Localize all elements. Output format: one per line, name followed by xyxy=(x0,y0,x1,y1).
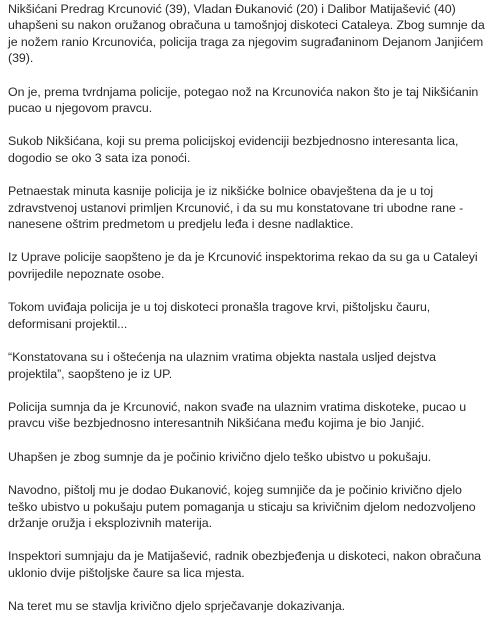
paragraph-security-guard: Inspektori sumnjaju da je Matijašević, radnik obezbjeđenja u diskoteci, nakon obračuna uklonio dvije pištoljske čaure sa lica mjesta. xyxy=(8,549,482,580)
paragraph-hospital: Petnaestak minuta kasnije policija je iz nikšićke bolnice obavještena da je u toj zdravstvenoj ustanovi primljen Krcunović, i da su mu konstatovane tri ubodne rane - nanesene oštrim predmetom u predjelu leđa i desne nadlaktice. xyxy=(8,184,464,232)
article-body xyxy=(8,1,494,632)
paragraph-suspicion: Policija sumnja da je Krcunović, nakon svađe na ulaznim vratima diskoteke, pucao u pravcu više bezbjednosno interesantnih Nikšićana među kojima je bio Janjić. xyxy=(8,399,467,431)
paragraph-police-statement: Iz Uprave policije saopšteno je da je Krcunović inspektorima rekao da su ga u Cataleyi povrijedile nepoznate osobe. xyxy=(8,250,478,281)
paragraph-final-charge: Na teret mu se stavlja krivično djelo sprječavanje dokazivanja. xyxy=(8,599,346,614)
paragraph-knife: On je, prema tvrdnjama policije, potegao nož na Krcunovića nakon što je taj Nikšićanin pucao u njegovom pravcu. xyxy=(8,84,479,116)
paragraph-charge: Uhapšen je zbog sumnje da je počinio krivično djelo teško ubistvo u pokušaju. xyxy=(8,449,432,464)
paragraph-investigation: Tokom uviđaja policija je u toj diskoteci pronašla tragove krvi, pištoljsku čauru, deformisani projektil... xyxy=(8,300,431,331)
paragraph-arrests: Nikšićani Predrag Krcunović (39), Vladan Đukanović (20) i Dalibor Matijašević (40) uhapšeni su nakon oružanog obračuna u tamošnjoj diskoteci Cataleya. Zbog sumnje da je nožem ranio Krcunovića, policija traga za njegovim sugrađaninom Dejanom Janjićem (39). xyxy=(8,2,485,66)
paragraph-quote: “Konstatovana su i oštećenja na ulaznim vratima objekta nastala usljed dejstva projektila”, saopšteno je iz UP. xyxy=(8,350,436,381)
paragraph-conflict-time: Sukob Nikšićana, koji su prema policijskoj evidenciji bezbjednosno interesanta lica, dogodio se oko 3 sata iza ponoći. xyxy=(8,134,459,165)
paragraph-accomplice: Navodno, pištolj mu je dodao Đukanović, kojeg sumnjiče da je počinio krivično djelo teško ubistvo u pokušaju putem pomaganja u sticaju sa krivičnim djelom nedozvoljeno držanje oružja i eksplozivnih materija. xyxy=(8,483,476,530)
